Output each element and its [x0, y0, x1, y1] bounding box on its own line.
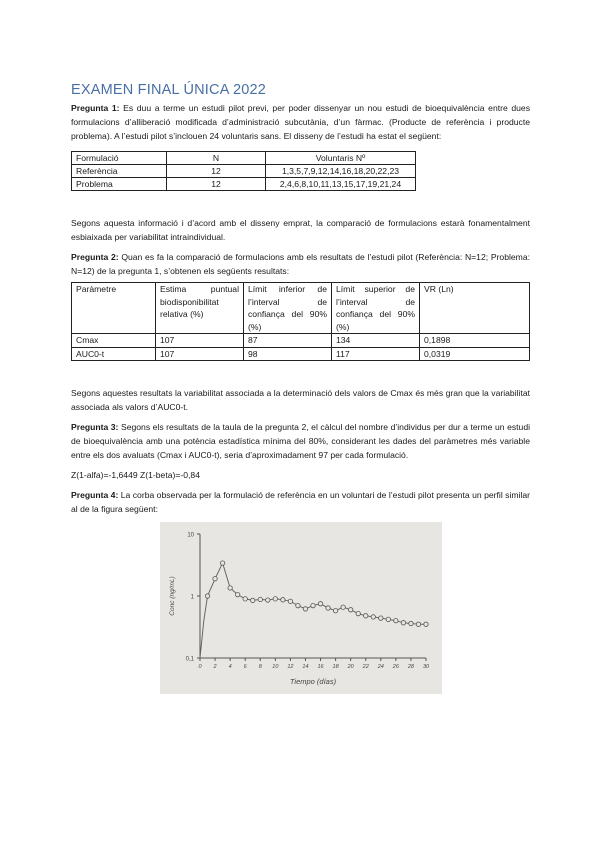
table-cell: 0,1898	[420, 334, 530, 348]
x-tick-label: 8	[258, 664, 262, 670]
table-row	[72, 334, 530, 348]
table-row	[72, 165, 416, 178]
table-header: Voluntaris Nº	[266, 152, 416, 165]
data-point	[303, 607, 307, 611]
question-1-text: Es duu a terme un estudi pilot previ, per poder dissenyar un nou estudi de bioequivalència entre dues formulacions d’alliberació modificada d’administració subcutània, d’un fàrmac. (Producte de referència i producte problema). A l’estudi pilot s’inclouen 24 voluntaris sans. El disseny de l’estudi ha estat el següent:	[71, 103, 530, 141]
table-row	[72, 178, 416, 191]
data-point	[213, 577, 217, 581]
x-tick-label: 4	[228, 664, 232, 670]
x-tick-label: 30	[422, 664, 430, 670]
question-2	[71, 250, 530, 278]
data-point	[379, 616, 383, 620]
question-3-formula: Z(1-alfa)=-1,6449 Z(1-beta)=-0,84	[71, 470, 200, 480]
table-cell: AUC0-t	[72, 347, 156, 361]
question-4-text: La corba observada per la formulació de referència en un voluntari de l’estudi pilot presenta un perfil similar al de la figura següent:	[71, 490, 530, 514]
question-1-statement: Segons aquesta informació i d’acord amb el disseny emprat, la comparació de formulacions estarà fonamentalment esbiaixada per variabilitat intraindividual.	[71, 218, 530, 242]
x-tick-label: 10	[272, 664, 279, 670]
question-3-label: Pregunta 3:	[71, 422, 119, 432]
question-4	[71, 488, 530, 516]
table-cell: 1,3,5,7,9,12,14,16,18,20,22,23	[266, 165, 416, 178]
data-point	[333, 608, 337, 612]
data-point	[371, 615, 375, 619]
data-point	[273, 597, 277, 601]
table-header-row	[72, 283, 530, 334]
data-point	[318, 602, 322, 606]
y-tick-label: 0,1	[185, 656, 194, 663]
data-point	[235, 592, 239, 596]
question-2-label: Pregunta 2:	[71, 252, 119, 262]
table-cell: 0,0319	[420, 347, 530, 361]
y-tick-label: 1	[190, 594, 194, 601]
x-tick-label: 22	[362, 664, 369, 670]
table-header: Estima puntual biodisponibilitat relativa (%)	[156, 283, 244, 334]
concentration-plot	[160, 522, 442, 694]
table-header: Límit inferior de l’interval de confiança del 90% (%)	[244, 283, 332, 334]
table-header: Límit superior de l’interval de confiança del 90% (%)	[332, 283, 420, 334]
series-line	[200, 563, 426, 658]
x-tick-label: 14	[302, 664, 309, 670]
table-cell: 117	[332, 347, 420, 361]
design-table	[71, 151, 416, 191]
table-cell: 12	[167, 165, 266, 178]
table-cell: 87	[244, 334, 332, 348]
table-cell: 107	[156, 334, 244, 348]
data-point	[296, 603, 300, 607]
question-1-label: Pregunta 1:	[71, 103, 120, 113]
table-cell: Cmax	[72, 334, 156, 348]
table-row	[72, 347, 530, 361]
table-header: N	[167, 152, 266, 165]
data-point	[394, 618, 398, 622]
x-tick-label: 18	[332, 664, 339, 670]
concentration-figure	[160, 522, 442, 694]
y-tick-label: 10	[187, 532, 194, 539]
data-point	[281, 598, 285, 602]
question-3	[71, 420, 530, 462]
table-cell: 2,4,6,8,10,11,13,15,17,19,21,24	[266, 178, 416, 191]
data-point	[356, 611, 360, 615]
data-point	[288, 599, 292, 603]
table-cell: Problema	[72, 178, 167, 191]
x-tick-label: 2	[213, 664, 217, 670]
question-1	[71, 101, 530, 143]
results-table	[71, 282, 530, 361]
table-cell: 12	[167, 178, 266, 191]
question-2-text: Quan es fa la comparació de formulacions amb els resultats de l’estudi pilot (Referència: N=12; Problema: N=12) de la pregunta 1, s’obtenen els següents resultats:	[71, 252, 530, 276]
exam-title: EXAMEN FINAL ÚNICA 2022	[71, 82, 267, 98]
data-point	[409, 621, 413, 625]
data-point	[401, 621, 405, 625]
x-tick-label: 16	[317, 664, 324, 670]
data-point	[205, 594, 209, 598]
data-point	[251, 598, 255, 602]
x-tick-label: 20	[347, 664, 354, 670]
question-3-text: Segons els resultats de la taula de la pregunta 2, el càlcul del nombre d’individus per dur a terme un estudi de bioequivalència amb una potència estadística mínima del 80%, considerant les dades del paràmetres més variable entre els dos avaluats (Cmax i AUC0-t), seria d’aproximadament 97 per cada formulació.	[71, 422, 531, 460]
x-tick-label: 26	[392, 664, 399, 670]
x-tick-label: 12	[287, 664, 294, 670]
data-point	[243, 597, 247, 601]
data-point	[326, 606, 330, 610]
data-point	[311, 603, 315, 607]
table-header: Formulació	[72, 152, 167, 165]
data-point	[424, 622, 428, 626]
x-tick-label: 24	[377, 664, 384, 670]
table-header-row	[72, 152, 416, 165]
x-axis-label: Tiempo (días)	[289, 677, 337, 686]
data-point	[341, 605, 345, 609]
document-content	[71, 82, 530, 694]
table-header: Paràmetre	[72, 283, 156, 334]
table-cell: 134	[332, 334, 420, 348]
data-point	[258, 597, 262, 601]
table-cell: Referència	[72, 165, 167, 178]
data-point	[348, 608, 352, 612]
data-point	[416, 622, 420, 626]
table-cell: 107	[156, 347, 244, 361]
x-tick-label: 0	[198, 664, 202, 670]
x-tick-label: 28	[407, 664, 414, 670]
y-axis-label: Conc (ng/mL)	[169, 576, 176, 616]
data-point	[386, 617, 390, 621]
data-point	[364, 614, 368, 618]
question-4-label: Pregunta 4:	[71, 490, 119, 500]
table-header: VR (Ln)	[420, 283, 530, 334]
question-2-statement: Segons aquestes resultats la variabilitat associada a la determinació dels valors de Cmax és més gran que la variabilitat associada als valors d’AUC0-t.	[71, 388, 530, 412]
data-point	[220, 561, 224, 565]
table-cell: 98	[244, 347, 332, 361]
data-point	[266, 598, 270, 602]
data-point	[228, 586, 232, 590]
x-tick-label: 6	[243, 664, 247, 670]
